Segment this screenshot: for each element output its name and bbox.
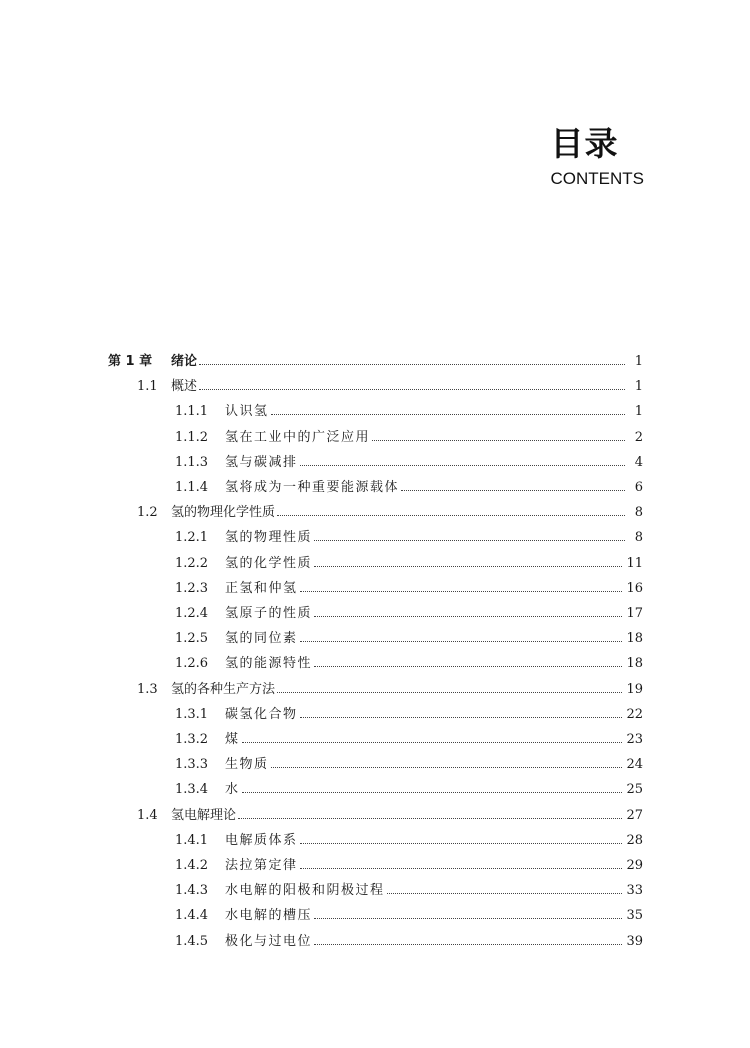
toc-entry-number: 1.2.5: [175, 631, 209, 647]
toc-entry-label: 极化与过电位: [225, 933, 313, 949]
toc-entry-number: 1.2.4: [175, 606, 209, 621]
toc-subsection-entry[interactable]: [175, 828, 643, 853]
toc-subsection-entry[interactable]: [175, 399, 643, 424]
toc-dot-leader: [372, 425, 625, 450]
toc-dot-leader: [271, 399, 625, 424]
toc-dot-leader: [314, 601, 622, 626]
toc-entry-number: 1.3.3: [175, 757, 209, 773]
toc-entry-page: 18: [626, 631, 643, 647]
toc-dot-leader: [242, 777, 623, 802]
toc-subsection-entry[interactable]: [175, 929, 643, 954]
toc-entry-number: 1.1.4: [175, 480, 209, 495]
toc-entry-page: 1: [634, 379, 643, 395]
toc-entry-page: 8: [634, 505, 643, 521]
toc-entry-label: 水电解的阳极和阴极过程: [225, 883, 385, 899]
toc-entry-number: 1.1.1: [175, 404, 209, 420]
toc-entry-number: 1.4.4: [175, 908, 209, 924]
toc-subsection-entry[interactable]: [175, 601, 643, 626]
toc-entry-page: 4: [634, 454, 643, 470]
toc-entry-label: 氢的化学性质: [225, 555, 313, 571]
toc-entry-label: 水电解的槽压: [225, 908, 313, 924]
toc-dot-leader: [199, 374, 625, 399]
toc-entry-number: 1.3.1: [175, 706, 209, 722]
toc-dot-leader: [238, 803, 622, 828]
toc-entry-label: 法拉第定律: [225, 858, 298, 873]
toc-entry-page: 16: [626, 580, 643, 596]
toc-entry-number: 1.2.6: [175, 656, 209, 672]
toc-entry-label: 氢的物理化学性质: [171, 505, 276, 521]
toc-entry-page: 17: [626, 606, 643, 621]
toc-entry-label: 氢的各种生产方法: [171, 681, 276, 697]
toc-entry-page: 11: [626, 555, 643, 571]
page-title: 目录: [550, 124, 619, 163]
toc-section-entry[interactable]: [137, 374, 643, 399]
toc-entry-number: 1.3: [137, 681, 158, 697]
toc-entry-page: 24: [626, 757, 643, 773]
toc-entry-label: 氢的物理性质: [225, 530, 313, 546]
toc-entry-label: 氢的同位素: [225, 631, 298, 647]
toc-entry-label: 氢在工业中的广泛应用: [225, 429, 371, 445]
toc-entry-page: 6: [634, 480, 643, 495]
toc-subsection-entry[interactable]: [175, 752, 643, 777]
toc-entry-number: 1.2.2: [175, 555, 209, 571]
toc-entry-number: 1.4.2: [175, 858, 209, 873]
toc-entry-page: 2: [634, 429, 643, 445]
toc-subsection-entry[interactable]: [175, 702, 643, 727]
toc-entry-number: 1.3.4: [175, 782, 209, 798]
toc-dot-leader: [300, 702, 623, 727]
toc-entry-number: 1.4: [137, 807, 158, 823]
toc-entry-label: 煤: [225, 732, 240, 747]
toc-dot-leader: [314, 929, 622, 954]
toc-entry-label: 概述: [171, 379, 198, 395]
toc-entry-label: 认识氢: [225, 404, 269, 420]
toc-entry-label: 氢将成为一种重要能源载体: [225, 480, 400, 495]
toc-entry-label: 电解质体系: [225, 832, 298, 848]
toc-entry-page: 35: [626, 908, 643, 924]
toc-entry-number: 1.1.3: [175, 454, 209, 470]
toc-entry-number: 1.2: [137, 505, 158, 521]
toc-dot-leader: [277, 677, 622, 702]
toc-subsection-entry[interactable]: [175, 576, 643, 601]
toc-dot-leader: [314, 525, 625, 550]
toc-dot-leader: [314, 903, 622, 928]
toc-section-entry[interactable]: [137, 803, 643, 828]
toc-entry-label: 氢的能源特性: [225, 656, 313, 672]
toc-dot-leader: [300, 626, 623, 651]
toc-entry-label: 生物质: [225, 757, 269, 773]
toc-entry-page: 25: [626, 782, 643, 798]
toc-subsection-entry[interactable]: [175, 727, 643, 752]
toc-dot-leader: [300, 450, 625, 475]
toc-dot-leader: [314, 551, 622, 576]
toc-entry-number: 1.2.1: [175, 530, 209, 546]
toc-subsection-entry[interactable]: [175, 878, 643, 903]
toc-entry-number: 1.3.2: [175, 732, 209, 747]
toc-entry-page: 27: [626, 807, 643, 823]
toc-dot-leader: [242, 727, 623, 752]
toc-entry-number: 1.1.2: [175, 429, 209, 445]
toc-dot-leader: [300, 576, 623, 601]
toc-dot-leader: [300, 853, 623, 878]
toc-entry-number: 1.4.3: [175, 883, 209, 899]
toc-subsection-entry[interactable]: [175, 525, 643, 550]
toc-chapter-entry[interactable]: [108, 349, 643, 374]
toc-entry-number: 1.1: [137, 379, 158, 395]
toc-subsection-entry[interactable]: [175, 425, 643, 450]
toc-entry-page: 19: [626, 681, 643, 697]
toc-entry-label: 碳氢化合物: [225, 706, 298, 722]
toc-subsection-entry[interactable]: [175, 475, 643, 500]
toc-subsection-entry[interactable]: [175, 903, 643, 928]
toc-entry-page: 23: [626, 732, 643, 747]
toc-entry-label: 氢与碳减排: [225, 454, 298, 470]
toc-section-entry[interactable]: [137, 500, 643, 525]
toc-dot-leader: [387, 878, 623, 903]
toc-subsection-entry[interactable]: [175, 853, 643, 878]
toc-entry-label: 正氢和仲氢: [225, 580, 298, 596]
toc-entry-page: 39: [626, 933, 643, 949]
toc-entry-label: 水: [225, 782, 240, 798]
toc-entry-label: 氢电解理论: [171, 807, 237, 823]
toc-entry-page: 1: [634, 404, 643, 420]
toc-entry-page: 28: [626, 832, 643, 848]
toc-entry-label: 氢原子的性质: [225, 606, 313, 621]
toc-entry-number: 第 1 章: [108, 354, 153, 369]
toc-entry-page: 8: [634, 530, 643, 546]
toc-entry-page: 33: [626, 883, 643, 899]
toc-entry-page: 22: [626, 706, 643, 722]
toc-entry-page: 1: [634, 354, 643, 369]
toc-dot-leader: [300, 828, 623, 853]
toc-dot-leader: [277, 500, 625, 525]
toc-dot-leader: [401, 475, 625, 500]
toc-subsection-entry[interactable]: [175, 551, 643, 576]
toc-entry-page: 18: [626, 656, 643, 672]
toc-entry-number: 1.4.5: [175, 933, 209, 949]
toc-entry-page: 29: [626, 858, 643, 873]
toc-subsection-entry[interactable]: [175, 626, 643, 651]
toc-entry-number: 1.2.3: [175, 580, 209, 596]
toc-dot-leader: [271, 752, 623, 777]
toc-subsection-entry[interactable]: [175, 651, 643, 676]
toc-subsection-entry[interactable]: [175, 777, 643, 802]
page-subtitle: CONTENTS: [550, 169, 644, 188]
toc-heading: [551, 122, 645, 190]
toc-subsection-entry[interactable]: [175, 450, 643, 475]
toc-section-entry[interactable]: [137, 677, 643, 702]
toc-dot-leader: [199, 349, 625, 374]
toc-entry-number: 1.4.1: [175, 832, 209, 848]
toc-entry-label: 绪论: [171, 354, 198, 369]
toc-dot-leader: [314, 651, 622, 676]
